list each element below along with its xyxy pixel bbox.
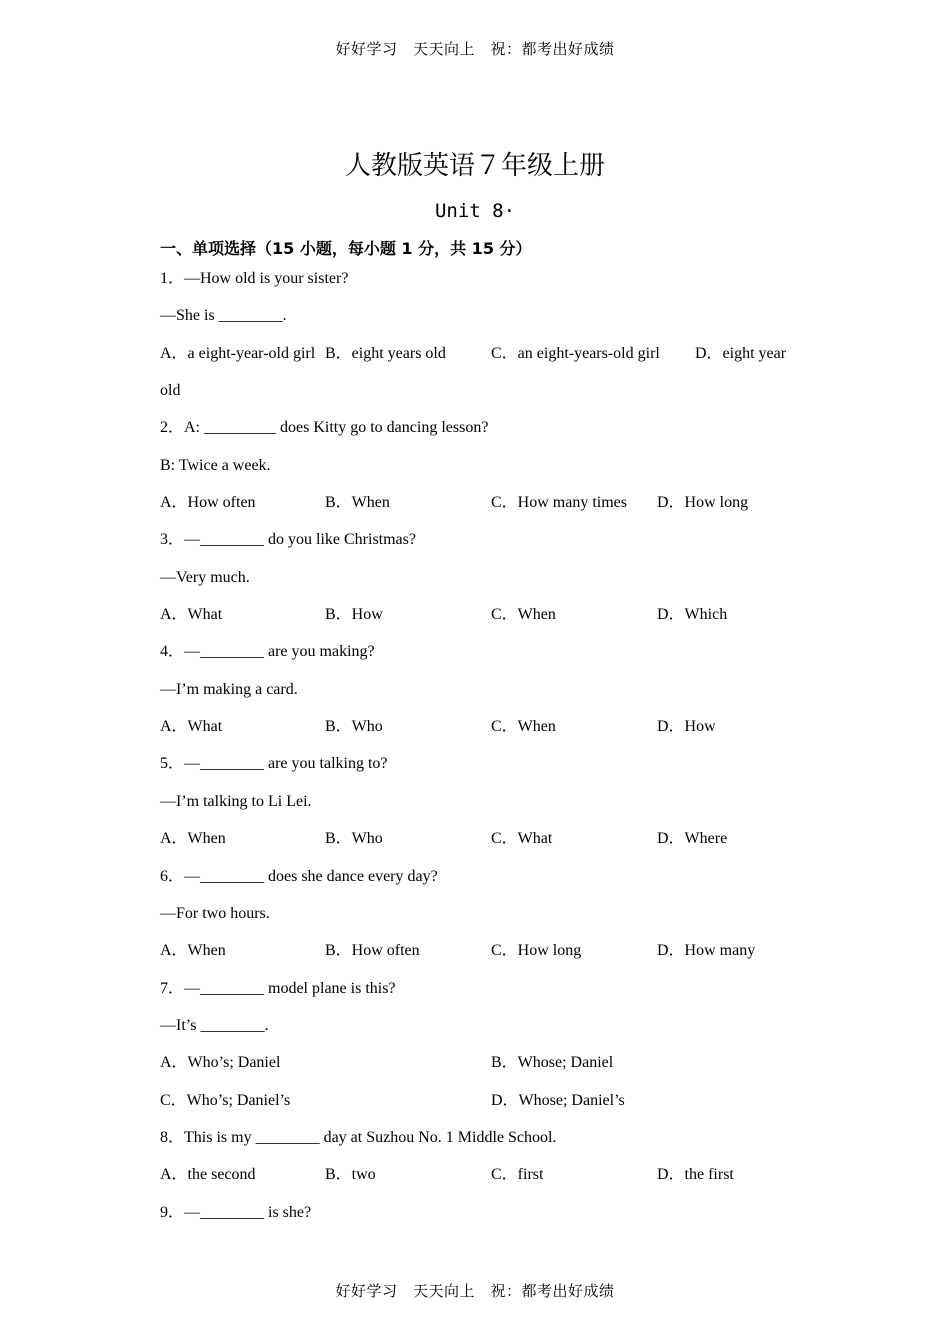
option-d[interactable]: D．How many bbox=[657, 942, 756, 960]
question-reply: —I’m talking to Li Lei. bbox=[160, 792, 312, 810]
option-c[interactable]: C．When bbox=[491, 718, 556, 736]
option-a[interactable]: A．What bbox=[160, 606, 223, 624]
question-options bbox=[160, 602, 800, 639]
page-footer: 好好学习 天天向上 祝：都考出好成绩 bbox=[335, 1282, 615, 1300]
option-d[interactable]: D．Whose; Daniel’s bbox=[491, 1091, 625, 1109]
option-d[interactable]: D．Which bbox=[657, 606, 728, 624]
option-a[interactable]: A．When bbox=[160, 942, 226, 960]
question-reply: —For two hours. bbox=[160, 904, 270, 922]
option-a[interactable]: A．When bbox=[160, 830, 226, 848]
option-b[interactable]: B．How often bbox=[325, 942, 420, 960]
question-options bbox=[160, 1162, 800, 1199]
question-options bbox=[160, 490, 800, 527]
question-reply: —It’s ________. bbox=[160, 1016, 269, 1034]
question-stem: 9．—________ is she? bbox=[160, 1203, 312, 1221]
option-d[interactable]: D．eight year bbox=[695, 344, 787, 362]
option-c[interactable]: C．an eight-years-old girl bbox=[491, 344, 660, 362]
question-stem: 7．—________ model plane is this? bbox=[160, 979, 396, 997]
question-stem: 2．A: _________ does Kitty go to dancing lesson? bbox=[160, 419, 489, 437]
question-options bbox=[160, 714, 800, 751]
unit-subtitle: Unit 8· bbox=[434, 200, 516, 222]
option-c[interactable]: C．How many times bbox=[491, 494, 627, 512]
question-reply: —I’m making a card. bbox=[160, 680, 298, 698]
question-stem: 5．—________ are you talking to? bbox=[160, 755, 388, 773]
option-c[interactable]: C．Who’s; Daniel’s bbox=[160, 1091, 291, 1109]
option-b[interactable]: B．How bbox=[325, 606, 383, 624]
option-d[interactable]: D．Where bbox=[657, 830, 728, 848]
option-b[interactable]: B．two bbox=[325, 1166, 376, 1184]
question-options bbox=[160, 1050, 800, 1087]
option-d[interactable]: D．How bbox=[657, 718, 716, 736]
question-content bbox=[160, 236, 800, 1237]
question-options bbox=[160, 1088, 800, 1125]
question-reply: —Very much. bbox=[160, 568, 250, 586]
section-title: 一、单项选择（15 小题，每小题 1 分，共 15 分） bbox=[160, 239, 532, 258]
question-stem: 1．—How old is your sister? bbox=[160, 270, 349, 287]
option-c[interactable]: C．What bbox=[491, 830, 553, 848]
option-a[interactable]: A．a eight-year-old girl bbox=[160, 344, 316, 362]
question-options bbox=[160, 826, 800, 863]
option-b[interactable]: B．Whose; Daniel bbox=[491, 1054, 614, 1072]
question-stem: 3．—________ do you like Christmas? bbox=[160, 531, 416, 549]
question-reply: B: Twice a week. bbox=[160, 456, 271, 474]
question-stem: 4．—________ are you making? bbox=[160, 643, 375, 661]
question-options bbox=[160, 341, 800, 378]
page-header: 好好学习 天天向上 祝：都考出好成绩 bbox=[335, 40, 615, 58]
option-c[interactable]: C．When bbox=[491, 606, 556, 624]
question-stem: 6．—________ does she dance every day? bbox=[160, 867, 438, 885]
option-b[interactable]: B．When bbox=[325, 494, 390, 512]
page-title: 人教版英语７年级上册 bbox=[344, 151, 605, 181]
option-d[interactable]: D．the first bbox=[657, 1166, 734, 1184]
option-c[interactable]: C．first bbox=[491, 1166, 544, 1184]
option-continuation: old bbox=[160, 382, 181, 400]
option-b[interactable]: B．Who bbox=[325, 718, 383, 736]
option-b[interactable]: B．eight years old bbox=[325, 344, 446, 362]
option-a[interactable]: A．Who’s; Daniel bbox=[160, 1054, 281, 1072]
option-a[interactable]: A．What bbox=[160, 718, 223, 736]
option-c[interactable]: C．How long bbox=[491, 942, 582, 960]
option-a[interactable]: A．How often bbox=[160, 494, 256, 512]
question-stem: 8．This is my ________ day at Suzhou No. 1 Middle School. bbox=[160, 1128, 557, 1146]
option-b[interactable]: B．Who bbox=[325, 830, 383, 848]
option-d[interactable]: D．How long bbox=[657, 494, 749, 512]
option-a[interactable]: A．the second bbox=[160, 1166, 256, 1184]
question-options bbox=[160, 938, 800, 975]
question-reply: —She is ________. bbox=[160, 307, 287, 325]
